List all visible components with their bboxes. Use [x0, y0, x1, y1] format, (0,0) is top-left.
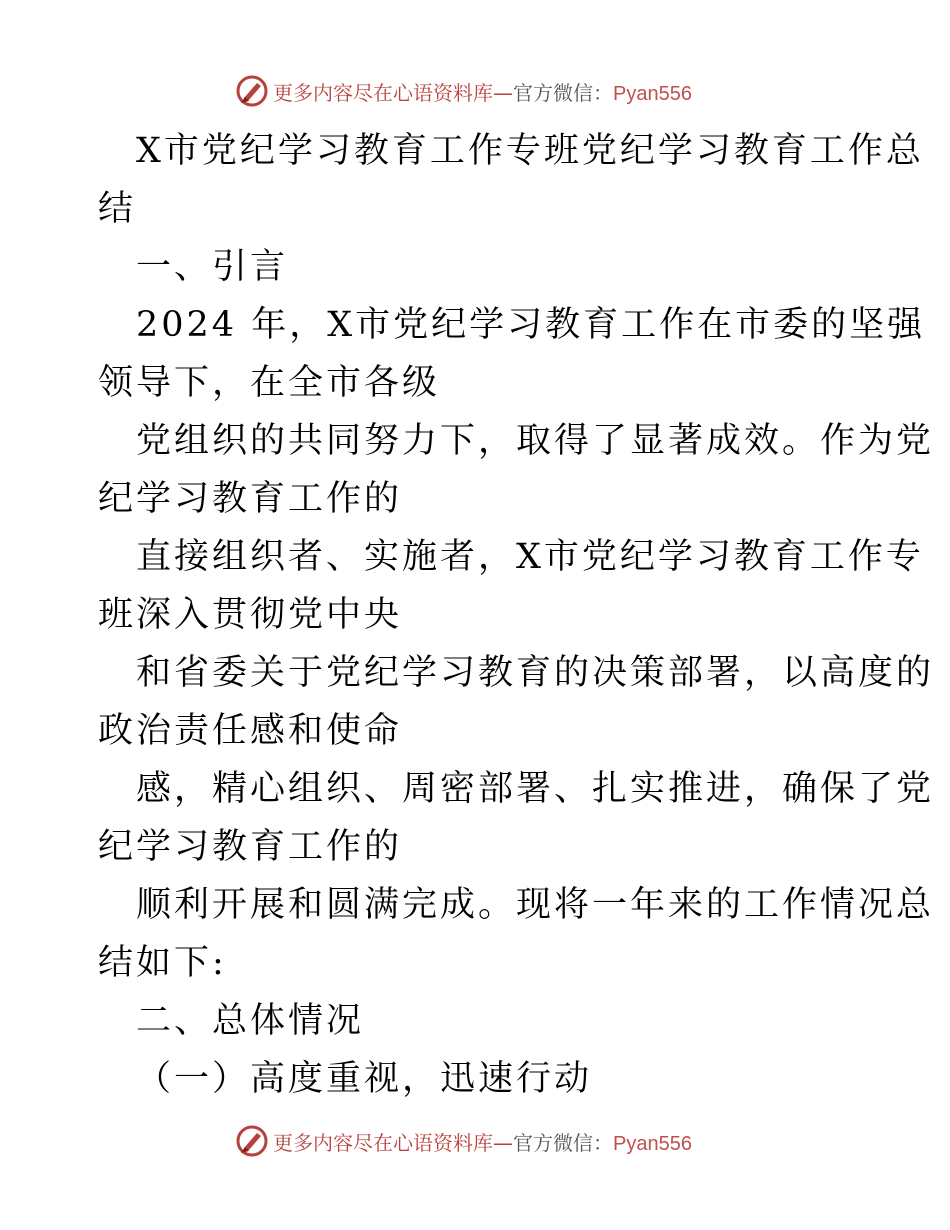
text-line: 党组织的共同努力下，取得了显著成效。作为党 [136, 421, 935, 461]
text-line: 结如下: [98, 943, 227, 983]
pen-logo-icon [235, 74, 269, 108]
watermark-wechat-id: Pyan556 [613, 1132, 692, 1155]
text-line: 一、引言 [136, 247, 289, 287]
text-line: 班深入贯彻党中央 [98, 595, 403, 635]
text-line: 感，精心组织、周密部署、扎实推进，确保了党 [136, 769, 935, 809]
text-line: （一）高度重视，迅速行动 [136, 1059, 593, 1099]
text-line: 纪学习教育工作的 [98, 479, 403, 519]
watermark-wechat-id: Pyan556 [613, 82, 692, 105]
document-body [98, 122, 935, 1108]
watermark-site: 更多内容尽在心语资料库 [273, 1130, 493, 1155]
text-line: X市党纪学习教育工作专班党纪学习教育工作总 [136, 131, 924, 171]
text-line: 2024 年，X市党纪学习教育工作在市委的坚强 [136, 305, 926, 345]
watermark-footer [235, 1122, 715, 1160]
text-line: 顺利开展和圆满完成。现将一年来的工作情况总 [136, 885, 935, 925]
text-line: 领导下，在全市各级 [98, 363, 441, 403]
text-line: 和省委关于党纪学习教育的决策部署，以高度的 [136, 653, 935, 693]
text-line: 直接组织者、实施者，X市党纪学习教育工作专 [136, 537, 924, 577]
watermark-site: 更多内容尽在心语资料库 [273, 80, 493, 105]
text-line: 二、总体情况 [136, 1001, 365, 1041]
watermark-dash: — [493, 80, 513, 105]
pen-logo-icon [235, 1124, 269, 1158]
watermark-wechat-label: 官方微信： [513, 80, 613, 105]
text-line: 政治责任感和使命 [98, 711, 403, 751]
text-line: 结 [98, 189, 137, 229]
watermark-header [235, 72, 715, 110]
watermark-wechat-label: 官方微信： [513, 1130, 613, 1155]
text-line: 纪学习教育工作的 [98, 827, 403, 867]
watermark-dash: — [493, 1130, 513, 1155]
